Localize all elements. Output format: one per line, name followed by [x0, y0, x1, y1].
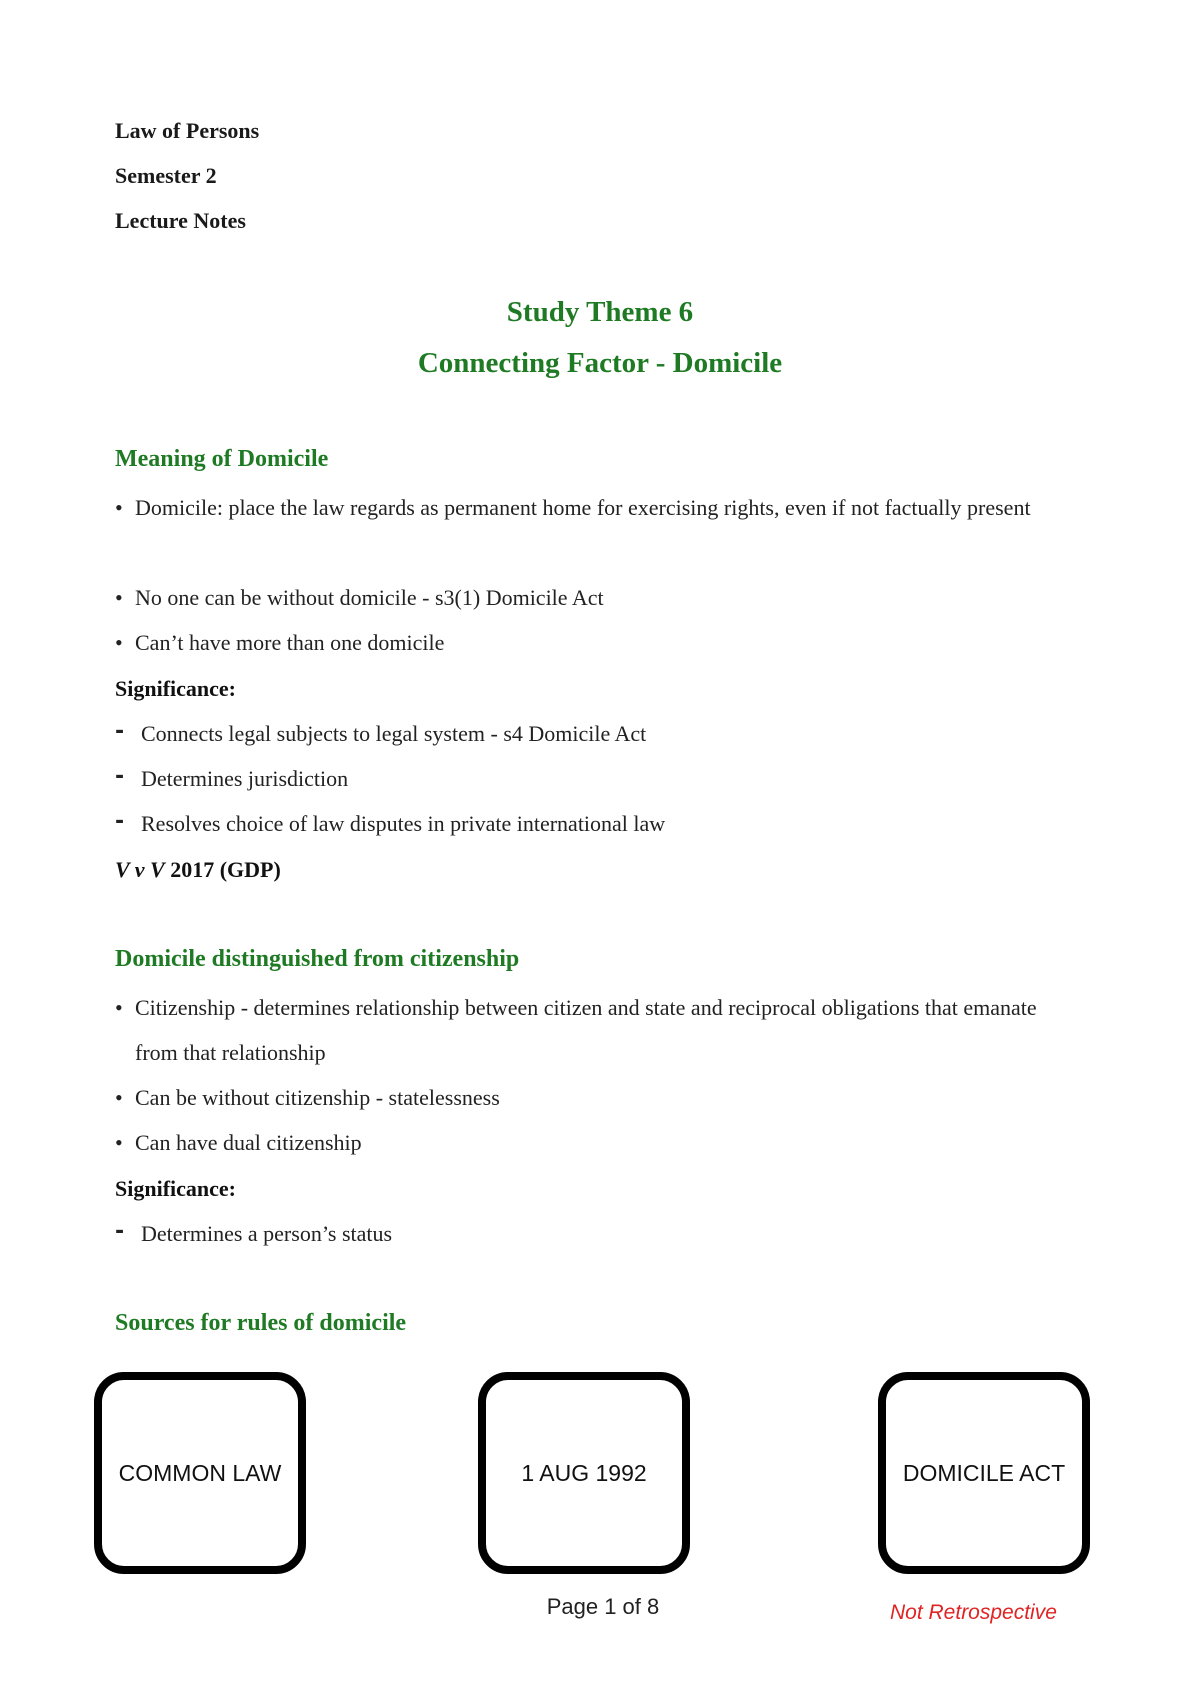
list-item: [115, 766, 1075, 792]
bullet-marker: •: [115, 495, 123, 520]
dash-text: Connects legal subjects to legal system - s4 Domicile Act: [141, 721, 647, 746]
bullet-text: Domicile: place the law regards as permanent home for exercising rights, even if not factually present: [135, 495, 1031, 520]
bullet-text: No one can be without domicile - s3(1) Domicile Act: [135, 585, 604, 610]
list-item: [115, 721, 1075, 747]
bullet-text: Can be without citizenship - statelessness: [135, 1085, 500, 1110]
source-box-label: 1 AUG 1992: [521, 1460, 647, 1486]
not-retrospective-note: Not Retrospective: [890, 1601, 1057, 1624]
dash-marker: -: [115, 764, 125, 789]
page-number: Page 1 of 8: [546, 1594, 660, 1619]
page-title: Study Theme 6: [506, 296, 694, 328]
list-item: [115, 575, 1075, 620]
list-item: [115, 485, 1075, 530]
semester-label: Semester 2: [115, 163, 217, 188]
dash-text: Resolves choice of law disputes in private international law: [141, 811, 666, 836]
source-box-date: [478, 1372, 690, 1574]
list-item: [115, 1221, 1075, 1247]
bullet-marker: •: [115, 1130, 123, 1155]
list-item: [115, 1075, 1075, 1120]
dash-text: Determines a person’s status: [141, 1221, 393, 1246]
bullet-text: Citizenship - determines relationship between citizen and state and reciprocal obligations that emanate from that relationship: [135, 995, 1037, 1065]
bullet-marker: •: [115, 630, 123, 655]
dash-marker: -: [115, 1219, 125, 1244]
bullet-marker: •: [115, 1085, 123, 1110]
list-item: [115, 985, 1075, 1075]
list-item: [115, 620, 1075, 665]
course-name: Law of Persons: [115, 118, 260, 143]
bullet-marker: •: [115, 585, 123, 610]
document-type: Lecture Notes: [115, 208, 246, 233]
dash-text: Determines jurisdiction: [141, 766, 349, 791]
significance-label: Significance:: [115, 676, 236, 701]
source-box-label: DOMICILE ACT: [902, 1460, 1066, 1486]
case-year: 2017 (GDP): [170, 857, 281, 882]
section-heading-meaning: Meaning of Domicile: [115, 446, 329, 472]
list-item: [115, 1120, 1075, 1165]
page-subtitle: Connecting Factor - Domicile: [417, 347, 783, 379]
section-heading-sources: Sources for rules of domicile: [115, 1310, 407, 1336]
source-box-domicile-act: [878, 1372, 1090, 1574]
source-box-label: COMMON LAW: [118, 1460, 282, 1486]
dash-marker: -: [115, 809, 125, 834]
bullet-text: Can have dual citizenship: [135, 1130, 362, 1155]
bullet-marker: •: [115, 995, 123, 1020]
case-citation: [115, 857, 281, 883]
bullet-text: Can’t have more than one domicile: [135, 630, 445, 655]
source-box-common-law: [94, 1372, 306, 1574]
dash-marker: -: [115, 719, 125, 744]
list-item: [115, 811, 1075, 837]
case-name: V v V: [115, 857, 165, 882]
significance-label: Significance:: [115, 1176, 236, 1201]
section-heading-citizenship: Domicile distinguished from citizenship: [115, 946, 520, 972]
